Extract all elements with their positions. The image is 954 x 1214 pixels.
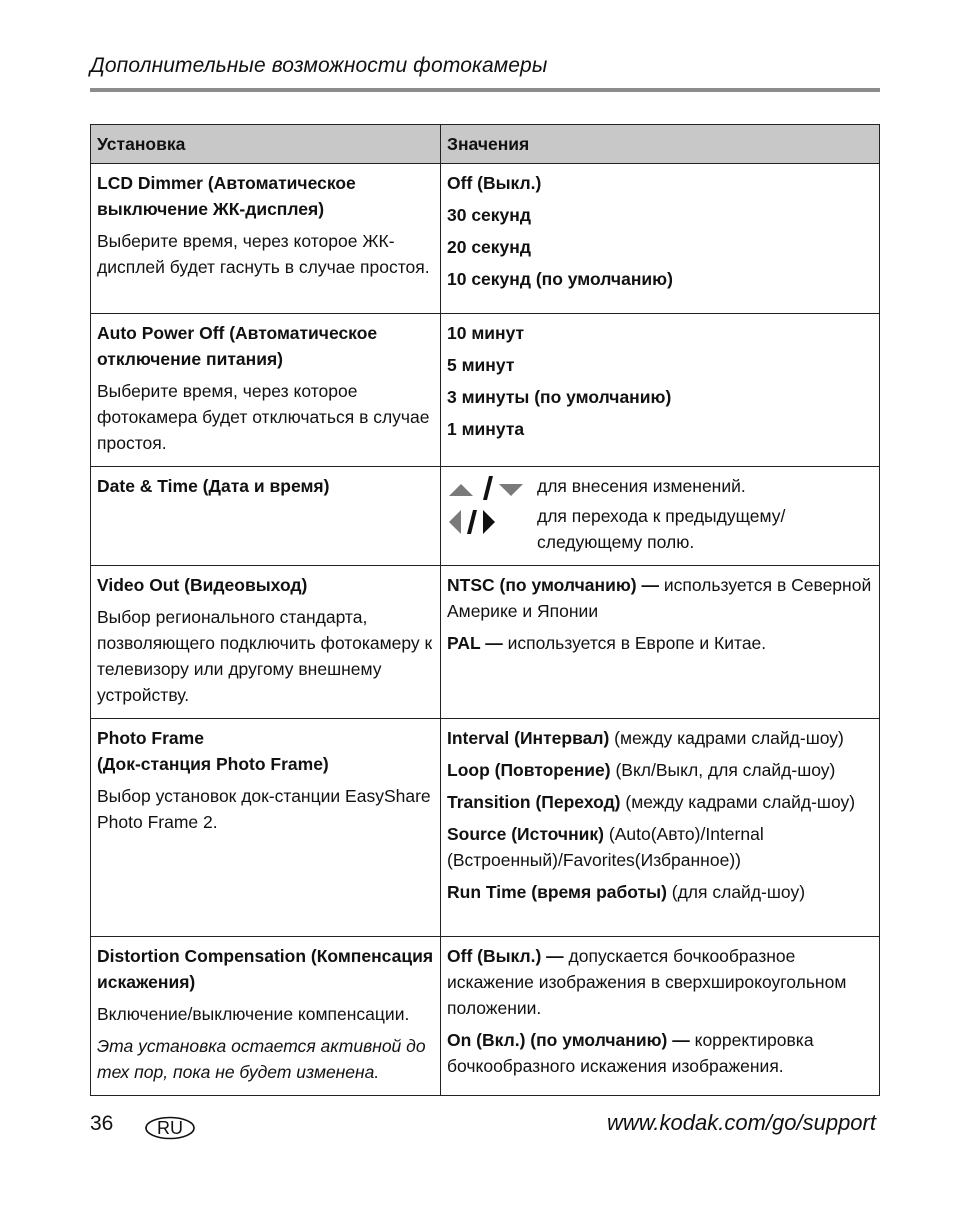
icon-description-change: для внесения изменений. [537,476,746,496]
header-divider [90,88,880,92]
setting-name: Video Out (Видеовыход) [97,575,308,595]
setting-cell [91,467,441,566]
settings-table [90,124,880,1096]
setting-description: Выберите время, через которое фотокамера будет отключаться в случае простоя. [97,381,430,453]
table-row [91,314,880,467]
table-header-row [91,125,880,164]
values-cell [441,467,880,566]
table-row [91,467,880,566]
up-down-arrows-icon [447,473,537,503]
table-row [91,164,880,314]
setting-name: Distortion Compensation (Компенсация искажения) [97,946,434,992]
option-value: 5 минут [447,355,515,375]
language-badge [144,1116,196,1140]
setting-name: Photo Frame [97,728,204,748]
setting-description: Выберите время, через которое ЖК-дисплей будет гаснуть в случае простоя. [97,231,430,277]
option-value: 20 секунд [447,237,531,257]
icon-description-navigate-cont: следующему полю. [537,532,695,552]
support-url: www.kodak.com/go/support [606,1110,876,1135]
setting-name: Auto Power Off (Автоматическое отключение питания) [97,323,378,369]
option-value: Off (Выкл.) [447,173,542,193]
option-value: On (Вкл.) (по умолчанию) — корректировка бочкообразного искажения изображения. [447,1030,814,1076]
option-value: Loop (Повторение) (Вкл/Выкл, для слайд-шоу) [447,760,836,780]
setting-name: Date & Time (Дата и время) [97,476,330,496]
table-row [91,566,880,719]
option-value: NTSC (по умолчанию) — используется в Северной Америке и Японии [447,575,872,621]
column-header-setting: Установка [91,125,441,164]
left-right-arrows-icon [447,507,537,537]
values-cell [441,566,880,719]
setting-cell [91,164,441,314]
values-cell [441,314,880,467]
option-value: 3 минуты (по умолчанию) [447,387,672,407]
setting-cell [91,937,441,1096]
table-row [91,719,880,937]
setting-name: LCD Dimmer (Автоматическое выключение ЖК-дисплея) [97,173,356,219]
option-value: 1 минута [447,419,525,439]
table-row [91,937,880,1096]
page-number: 36 [90,1112,114,1135]
page-header-title: Дополнительные возможности фотокамеры [90,54,548,77]
setting-note: Эта установка остается активной до тех пор, пока не будет изменена. [97,1036,426,1082]
values-cell [441,719,880,937]
icon-description-navigate: для перехода к предыдущему/ [537,506,786,526]
setting-cell [91,719,441,937]
svg-text:RU: RU [157,1118,183,1138]
setting-description: Включение/выключение компенсации. [97,1004,410,1024]
column-header-values: Значения [441,125,880,164]
values-cell [441,937,880,1096]
option-value: PAL — используется в Европе и Китае. [447,633,767,653]
values-cell [441,164,880,314]
option-value: 30 секунд [447,205,531,225]
option-value: Transition (Переход) (между кадрами слайд-шоу) [447,792,856,812]
setting-cell [91,314,441,467]
option-value: Interval (Интервал) (между кадрами слайд-шоу) [447,728,844,748]
option-value: Source (Источник) (Auto(Авто)/Internal (Встроенный)/Favorites(Избранное)) [447,824,764,870]
setting-cell [91,566,441,719]
option-value: 10 секунд (по умолчанию) [447,269,673,289]
option-value: Off (Выкл.) — допускается бочкообразное искажение изображения в сверхширокоугольном положении. [447,946,847,1018]
setting-name-sub: (Док-станция Photo Frame) [97,754,329,774]
option-value: Run Time (время работы) (для слайд-шоу) [447,882,806,902]
setting-description: Выбор регионального стандарта, позволяющего подключить фотокамеру к телевизору или другому внешнему устройству. [97,607,433,705]
option-value: 10 минут [447,323,525,343]
setting-description: Выбор установок док-станции EasyShare Photo Frame 2. [97,786,431,832]
